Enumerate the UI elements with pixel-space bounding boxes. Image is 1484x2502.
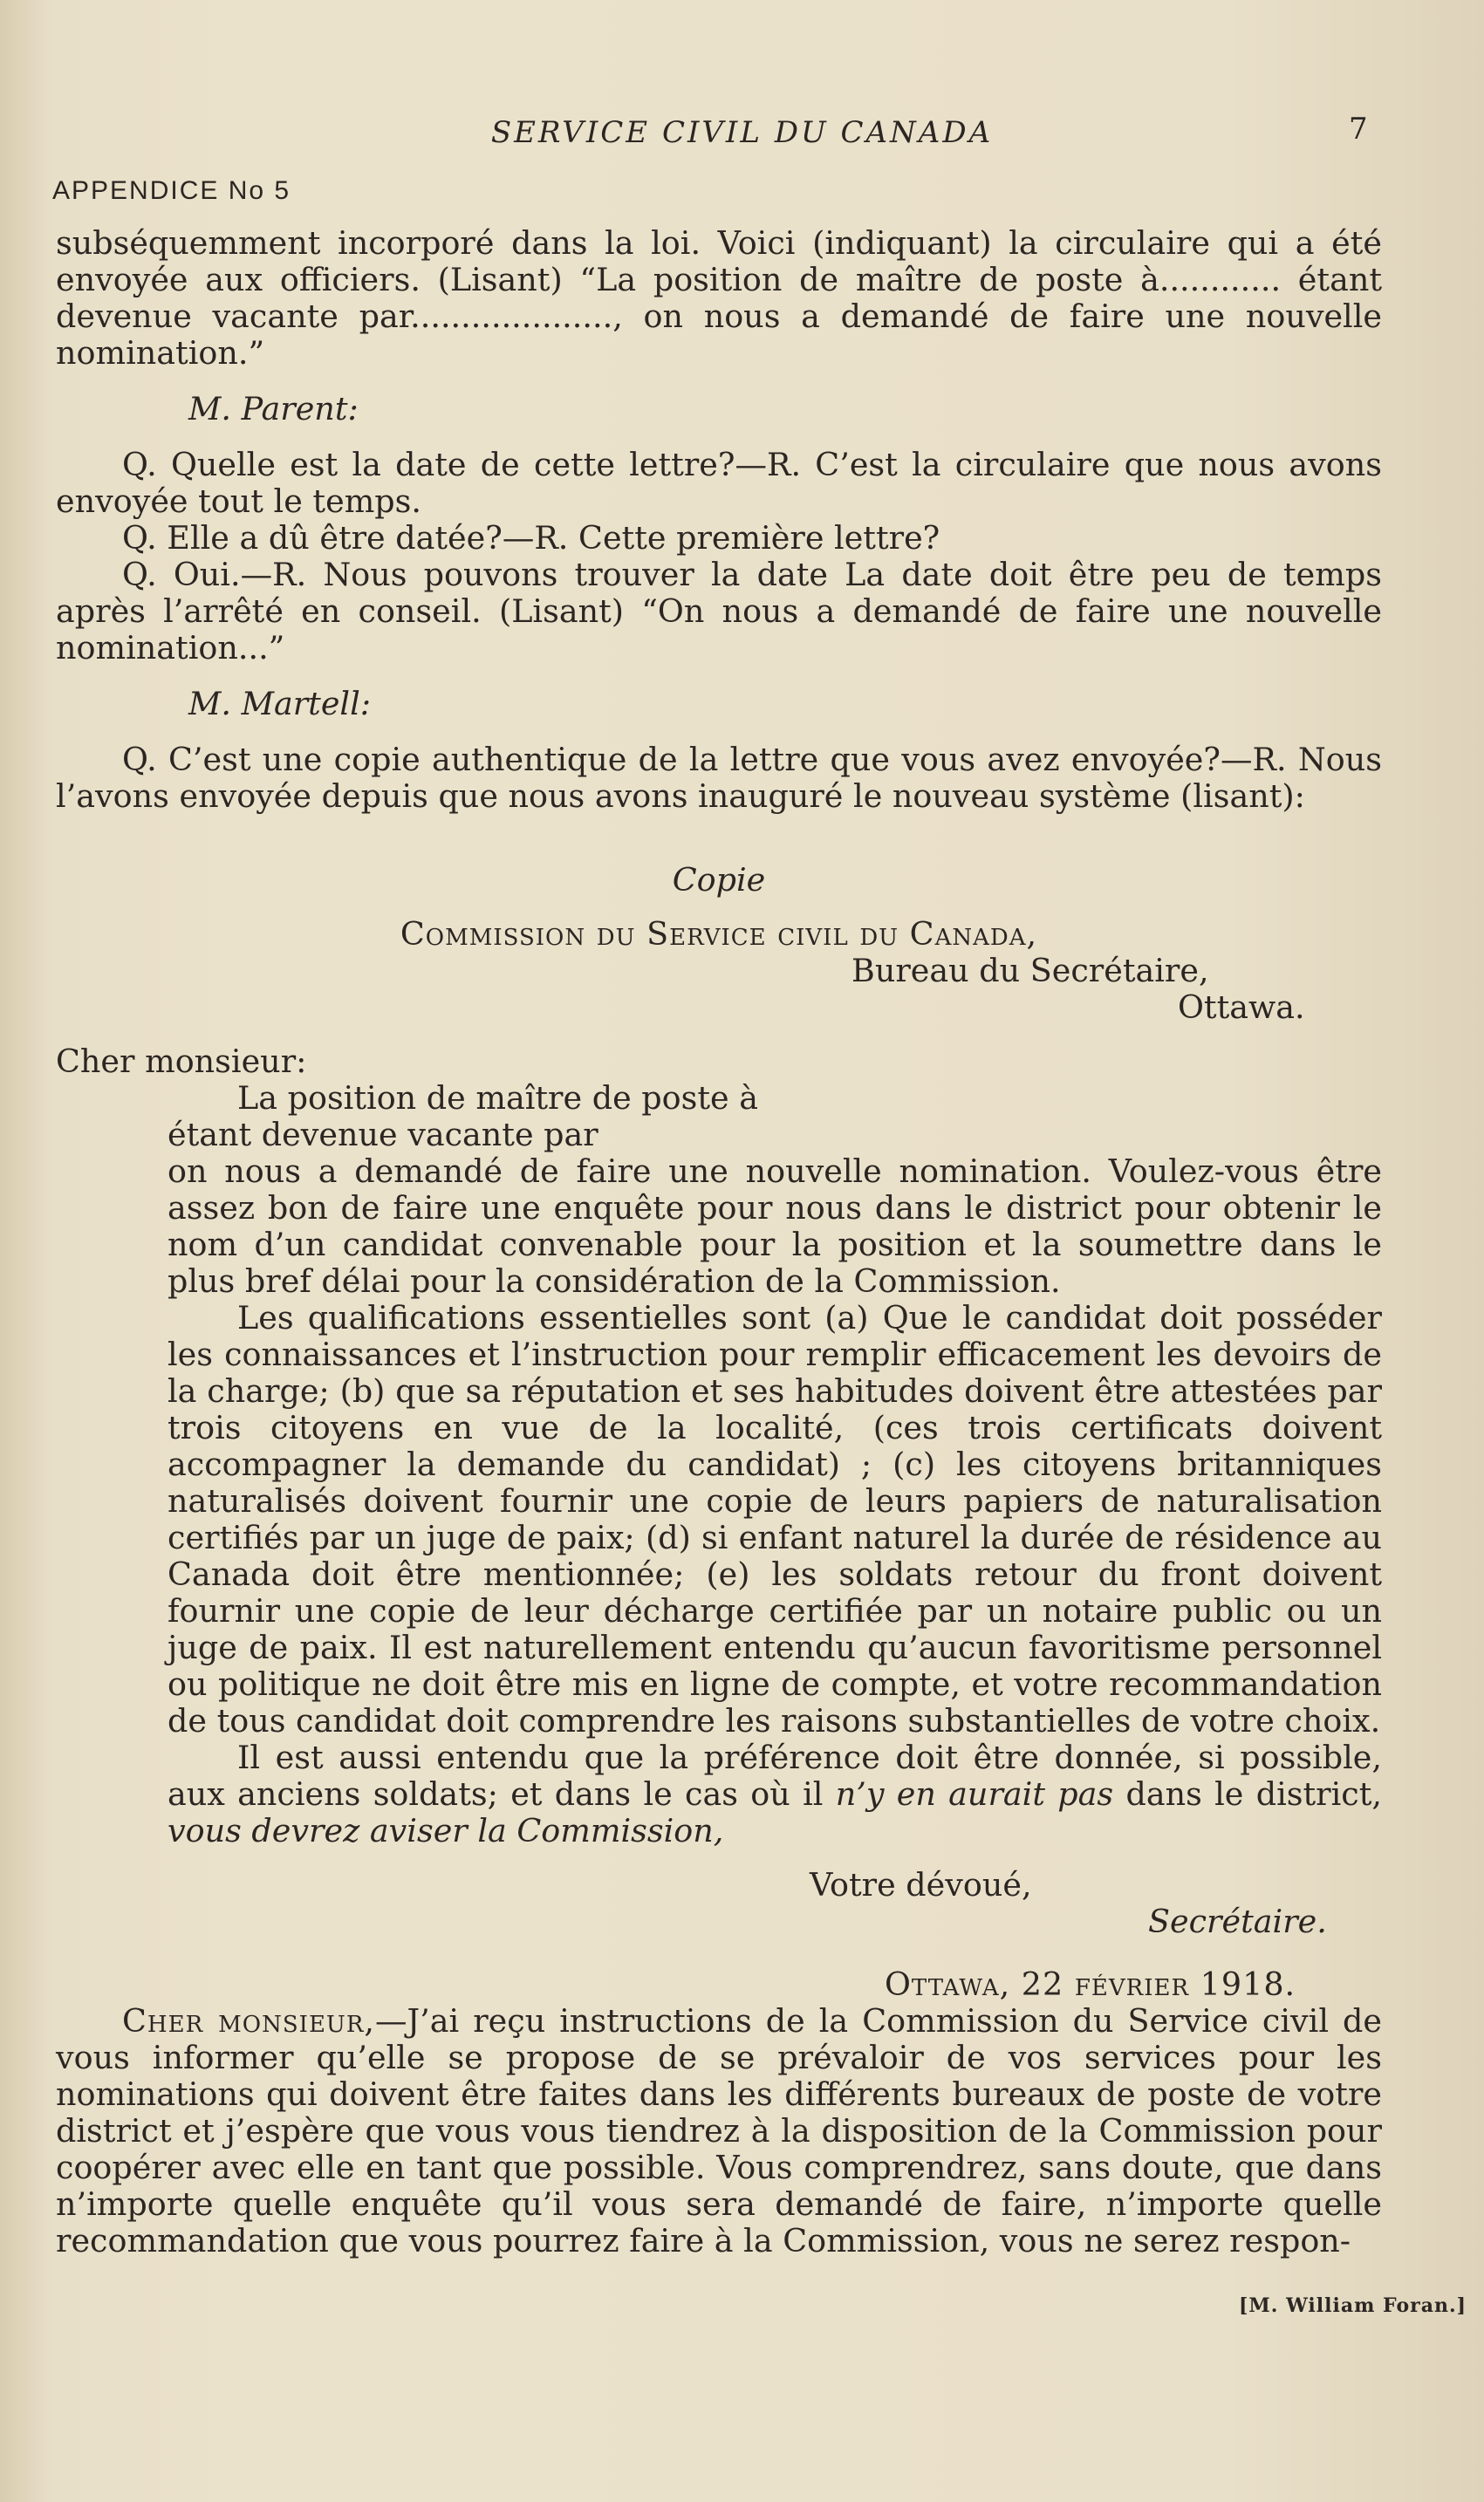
letter2-text: —J’ai reçu instructions de la Commission du Service civil de vous informer qu’elle se propose de se prévaloir de vos services pour les nominations qui doivent être faites dans les différents bureaux de poste de votre district et j’espère que vous vous tiendrez à la disposition de la Commission pour coopérer avec elle en tant que possible. Vous comprendrez, sans doute, que dans n’importe quelle enquête qu’il vous sera demandé de faire, n’importe quelle recommandation que vous pourrez faire à la Commission, vous ne serez respon- — [56, 2002, 1382, 2259]
letter-paragraph-3: Il est aussi entendu que la préférence doit être donnée, si possible, aux anciens soldats; et dans le cas où il n’y en aurait pas dans le district, vous devrez aviser la Commission, — [168, 1739, 1382, 1849]
speaker-martell: M. Martell: — [188, 685, 372, 722]
letter-line-2: étant devenue vacante par — [168, 1116, 598, 1153]
letter-city: Ottawa. — [1178, 988, 1305, 1026]
letter-salutation: Cher monsieur: — [56, 1042, 307, 1080]
appendix-label: APPENDICE No 5 — [52, 176, 291, 205]
letter-body — [168, 1080, 1382, 1849]
letter-paragraph-1: on nous a demandé de faire une nouvelle nomination. Voulez-vous être assez bon de faire une enquête pour nous dans le district pour obtenir le nom d’un candidat convenable pour la position et la soumettre dans le plus bref délai pour la considération de la Commission. — [168, 1152, 1382, 1300]
question-4: Q. C’est une copie authentique de la lettre que vous avez envoyée?—R. Nous l’avons envoyée depuis que nous avons inauguré le nouveau système (lisant): — [56, 741, 1382, 815]
letter2-salutation: Cher monsieur, — [122, 2002, 376, 2040]
paragraph-continuation: subséquemment incorporé dans la loi. Voici (indiquant) la circulaire qui a été envoyée aux officiers. (Lisant) “La position de maître de poste à............ étant devenue vacante par...................., on nous a demandé de faire une nouvelle nomination.” — [56, 224, 1382, 372]
letter2-paragraph — [56, 2003, 1382, 2259]
letter-paragraph-2: Les qualifications essentielles sont (a) Que le candidat doit posséder les connaissances et l’instruction pour remplir efficacement les devoirs de la charge; (b) que sa réputation et ses habitudes doivent être attestées par trois citoyens en vue de la localité, (ces trois certificats doivent accompagner la demande du candidat) ; (c) les citoyens britanniques naturalisés doivent fournir une copie de leurs papiers de naturalisation certifiés par un juge de paix; (d) si enfant naturel la durée de résidence au Canada doit être mentionnée; (e) les soldats retour du front doivent fournir une copie de leur décharge certifiée par un notaire public ou un juge de paix. Il est naturellement entendu qu’aucun favoritisme personnel ou politique ne doit être mis en ligne de compte, et votre recommandation de tous candidat doit comprendre les raisons substantielles de votre choix. — [168, 1299, 1382, 1740]
letter-line-1: La position de maître de poste à — [237, 1079, 758, 1117]
letter-signature: Secrétaire. — [1148, 1903, 1327, 1940]
speaker-parent: M. Parent: — [188, 390, 359, 427]
letter-office: Bureau du Secrétaire, — [851, 952, 1209, 989]
letter2-dateline: Ottawa, 22 février 1918. — [885, 1965, 1296, 2003]
letter-organization: Commission du Service civil du Canada, — [400, 915, 1038, 953]
question-2: Q. Elle a dû être datée?—R. Cette première lettre? — [122, 519, 940, 557]
question-3: Q. Oui.—R. Nous pouvons trouver la date La date doit être peu de temps après l’arrêté en conseil. (Lisant) “On nous a demandé de faire une nouvelle nomination...” — [56, 556, 1382, 667]
copie-heading: Copie — [672, 861, 766, 899]
witness-name: [M. William Foran.] — [1239, 2294, 1467, 2317]
letter-closing: Votre dévoué, — [810, 1866, 1032, 1904]
question-1: Q. Quelle est la date de cette lettre?—R. C’est la circulaire que nous avons envoyée tout le temps. — [56, 446, 1382, 520]
running-title: SERVICE CIVIL DU CANADA — [490, 115, 994, 150]
page-number: 7 — [1349, 112, 1368, 147]
body-text — [56, 225, 1382, 2259]
